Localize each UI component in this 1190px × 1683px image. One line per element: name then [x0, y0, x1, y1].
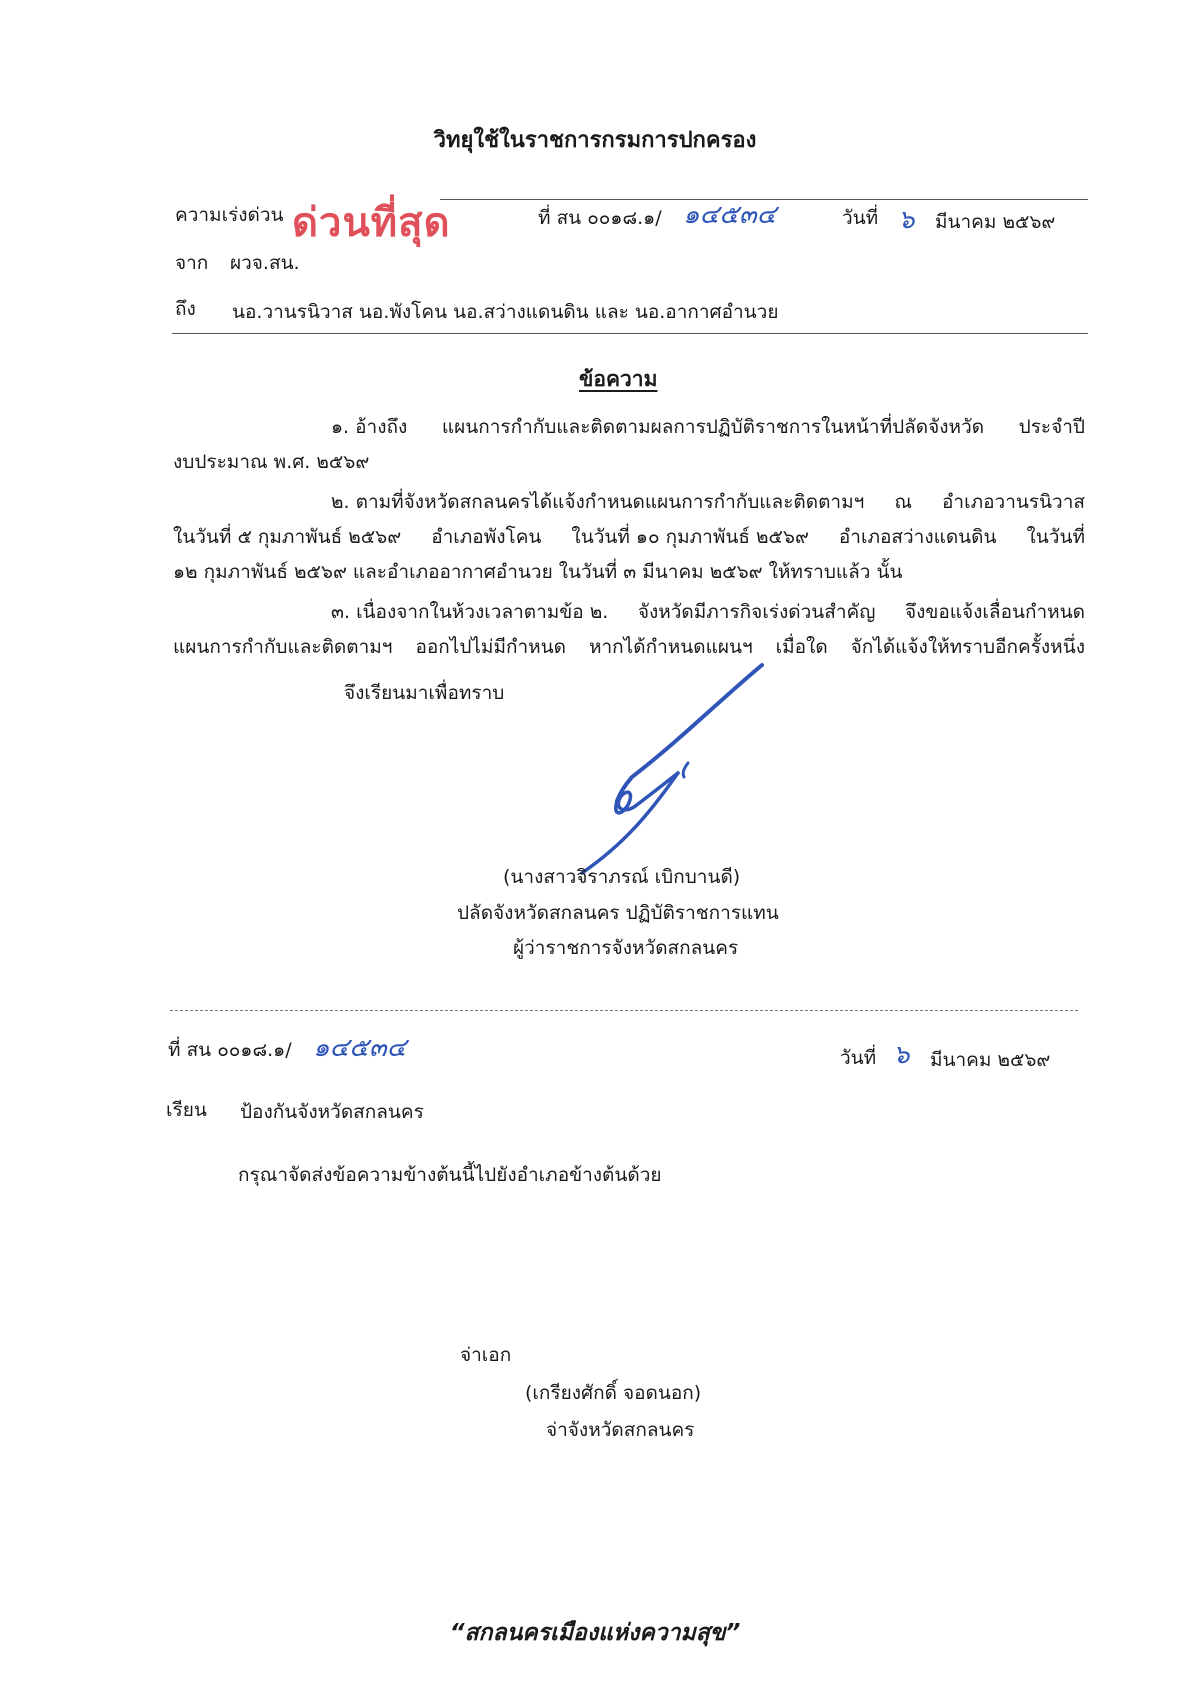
paragraph-1-line-1: [173, 410, 1085, 445]
text-span: เมื่อใด: [775, 636, 828, 658]
to-label: ถึง: [175, 298, 196, 320]
reference-number-handwritten: ๑๔๕๓๔: [683, 200, 777, 230]
text-span: ประจำปี: [1018, 416, 1085, 438]
from-value: ผวจ.สน.: [230, 252, 300, 274]
memo-reference-number-handwritten: ๑๔๕๓๔: [313, 1033, 407, 1063]
signature-scribble: [570, 655, 810, 895]
paragraph-1: [173, 410, 1085, 480]
paragraph-1-line-2: งบประมาณ พ.ศ. ๒๕๖๙: [173, 451, 370, 473]
text-span: อำเภอพังโคน: [431, 526, 542, 548]
urgency-label: ความเร่งด่วน: [175, 204, 284, 226]
paragraph-3-line-1: [173, 595, 1085, 630]
date-month-year: มีนาคม ๒๕๖๙: [935, 211, 1056, 233]
memo-to-value: ป้องกันจังหวัดสกลนคร: [240, 1101, 424, 1123]
memo-body: กรุณาจัดส่งข้อความข้างต้นนี้ไปยังอำเภอข้างต้นด้วย: [238, 1164, 662, 1186]
footer-slogan: “สกลนครเมืองแห่งความสุข”: [449, 1620, 741, 1646]
urgency-stamp: ด่วนที่สุด: [292, 200, 451, 246]
text-span: อำเภอวานรนิวาส: [942, 491, 1085, 513]
text-span: อำเภอสว่างแดนดิน: [838, 526, 997, 548]
paragraph-2: [173, 485, 1085, 590]
closing-line: จึงเรียนมาเพื่อทราบ: [344, 682, 505, 704]
text-span: ๒. ตามที่จังหวัดสกลนครได้แจ้งกำหนดแผนการกำกับและติดตามฯ: [331, 491, 865, 513]
memo-date-day-handwritten: ๖: [893, 1040, 910, 1070]
text-span: ออกไปไม่มีกำหนด: [415, 636, 567, 658]
document-title: วิทยุใช้ในราชการกรมการปกครอง: [433, 128, 757, 153]
date-label: วันที่: [842, 207, 879, 229]
text-span: หากได้กำหนดแผนฯ: [588, 636, 753, 658]
text-span: ในวันที่ ๕ กุมภาพันธ์ ๒๕๖๙: [173, 526, 402, 548]
signatory-position-1: ปลัดจังหวัดสกลนคร ปฏิบัติราชการแทน: [457, 902, 779, 924]
memo-sign-rank: จ่าเอก: [460, 1344, 512, 1366]
paragraph-2-line-1: [173, 485, 1085, 520]
section-divider: [170, 1010, 1078, 1011]
memo-date-label: วันที่: [840, 1047, 877, 1069]
signatory-position-2: ผู้ว่าราชการจังหวัดสกลนคร: [513, 937, 739, 959]
header-rule-bottom: [172, 333, 1088, 334]
text-span: จักได้แจ้งให้ทราบอีกครั้งหนึ่ง: [850, 636, 1085, 658]
memo-reference-label: ที่ สน ๐๐๑๘.๑/: [168, 1039, 292, 1061]
text-span: ๑. อ้างถึง: [331, 416, 408, 438]
header-rule-top: [440, 199, 1088, 200]
memo-sign-position: จ่าจังหวัดสกลนคร: [546, 1419, 695, 1441]
text-span: ในวันที่ ๑๐ กุมภาพันธ์ ๒๕๖๙: [571, 526, 809, 548]
text-span: ในวันที่: [1026, 526, 1085, 548]
text-span: จึงขอแจ้งเลื่อนกำหนด: [904, 601, 1085, 623]
text-span: ณ: [894, 491, 912, 513]
date-day-handwritten: ๖: [898, 205, 915, 235]
memo-sign-name: (เกรียงศักดิ์ จอดนอก): [525, 1382, 702, 1404]
text-span: แผนการกำกับและติดตามผลการปฏิบัติราชการในหน้าที่ปลัดจังหวัด: [441, 416, 985, 438]
message-heading: ข้อความ: [579, 367, 658, 391]
signatory-name: (นางสาวจิราภรณ์ เบิกบานดี): [503, 866, 741, 888]
reference-label: ที่ สน ๐๐๑๘.๑/: [538, 207, 662, 229]
paragraph-2-line-3: ๑๒ กุมภาพันธ์ ๒๕๖๙ และอำเภออากาศอำนวย ในวันที่ ๓ มีนาคม ๒๕๖๙ ให้ทราบแล้ว นั้น: [173, 561, 903, 583]
memo-date-month-year: มีนาคม ๒๕๖๙: [930, 1049, 1051, 1071]
paragraph-2-line-2: [173, 520, 1085, 555]
text-span: แผนการกำกับและติดตามฯ: [173, 636, 393, 658]
to-value: นอ.วานรนิวาส นอ.พังโคน นอ.สว่างแดนดิน และ นอ.อากาศอำนวย: [232, 301, 779, 323]
from-label: จาก: [175, 252, 209, 274]
text-span: ๓. เนื่องจากในห้วงเวลาตามข้อ ๒.: [331, 601, 609, 623]
text-span: จังหวัดมีภารกิจเร่งด่วนสำคัญ: [637, 601, 876, 623]
memo-to-label: เรียน: [166, 1099, 207, 1121]
